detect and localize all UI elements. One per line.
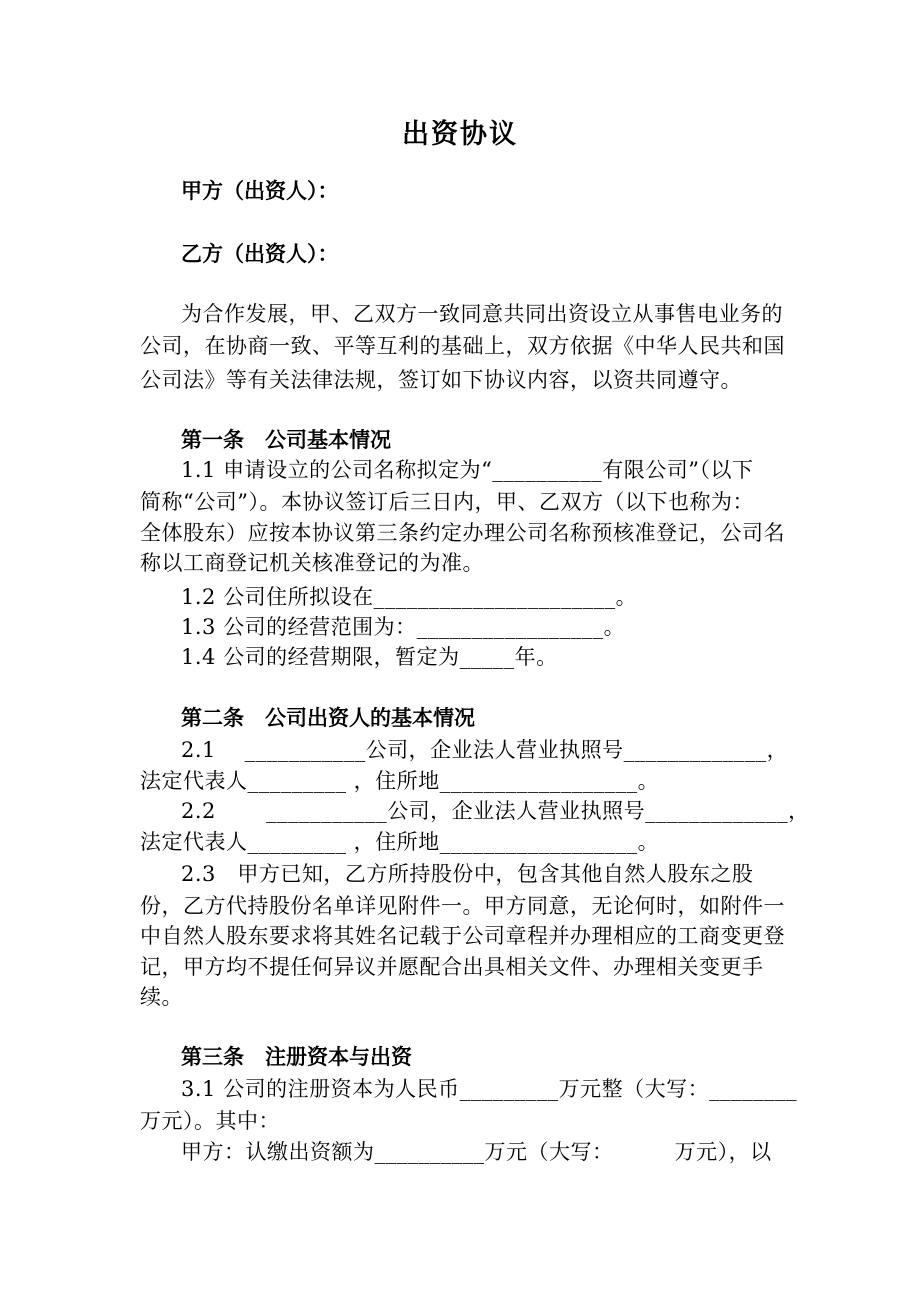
article-1-line: 称以工商登记机关核准登记的为准。 <box>140 551 484 575</box>
article-2-line: 中自然人股东要求将其姓名记载于公司章程并办理相应的工商变更登 <box>140 924 785 948</box>
article-3-line: 万元）。其中： <box>140 1109 280 1133</box>
article-2-line: 法定代表人_________ ，住所地__________________。 <box>140 830 660 854</box>
article-2-line: 2.2 ___________公司，企业法人营业执照号_____________， <box>181 799 810 823</box>
intro-line-3: 公司法》等有关法律法规，签订如下协议内容，以资共同遵守。 <box>140 368 742 392</box>
article-3-heading: 第三条 注册资本与出资 <box>181 1044 412 1069</box>
article-2-line: 2.1 ___________公司，企业法人营业执照号_____________， <box>181 738 789 762</box>
article-2-line: 法定代表人_________ ，住所地__________________。 <box>140 769 660 793</box>
article-1-heading: 第一条 公司基本情况 <box>181 427 391 452</box>
article-1-line: 全体股东）应按本协议第三条约定办理公司名称预核准登记，公司名 <box>140 521 785 545</box>
article-2-line: 份，乙方代持股份名单详见附件一。甲方同意，无论何时，如附件一 <box>140 894 785 918</box>
article-1-line: 简称“公司”）。本协议签订后三日内，甲、乙双方（以下也称为： <box>140 490 754 514</box>
document-title: 出资协议 <box>402 119 518 150</box>
party-a-label: 甲方（出资人）： <box>181 178 339 203</box>
article-2-line: 续。 <box>140 985 183 1009</box>
article-3-line: 3.1 公司的注册资本为人民币_________万元整（大写：________ <box>181 1077 798 1101</box>
intro-line-2: 公司，在协商一致、平等互利的基础上，双方依据《中华人民共和国 <box>140 334 785 358</box>
party-b-label: 乙方（出资人）： <box>181 241 339 266</box>
intro-line-1: 为合作发展，甲、乙双方一致同意共同出资设立从事售电业务的 <box>181 302 783 326</box>
article-1-line: 1.4 公司的经营期限，暂定为_____年。 <box>181 645 558 669</box>
article-2-line: 2.3 甲方已知，乙方所持股份中，包含其他自然人股东之股 <box>181 862 754 886</box>
article-2-line: 记，甲方均不提任何异议并愿配合出具相关文件、办理相关变更手 <box>140 955 764 979</box>
article-3-line: 甲方：认缴出资额为__________万元（大写： 万元），以 <box>181 1140 772 1164</box>
article-1-line: 1.3 公司的经营范围为：_________________。 <box>181 615 626 639</box>
article-2-heading: 第二条 公司出资人的基本情况 <box>181 705 475 730</box>
article-1-line: 1.2 公司住所拟设在______________________。 <box>181 585 638 609</box>
article-1-line: 1.1 申请设立的公司名称拟定为“__________有限公司”（以下 <box>181 458 754 482</box>
